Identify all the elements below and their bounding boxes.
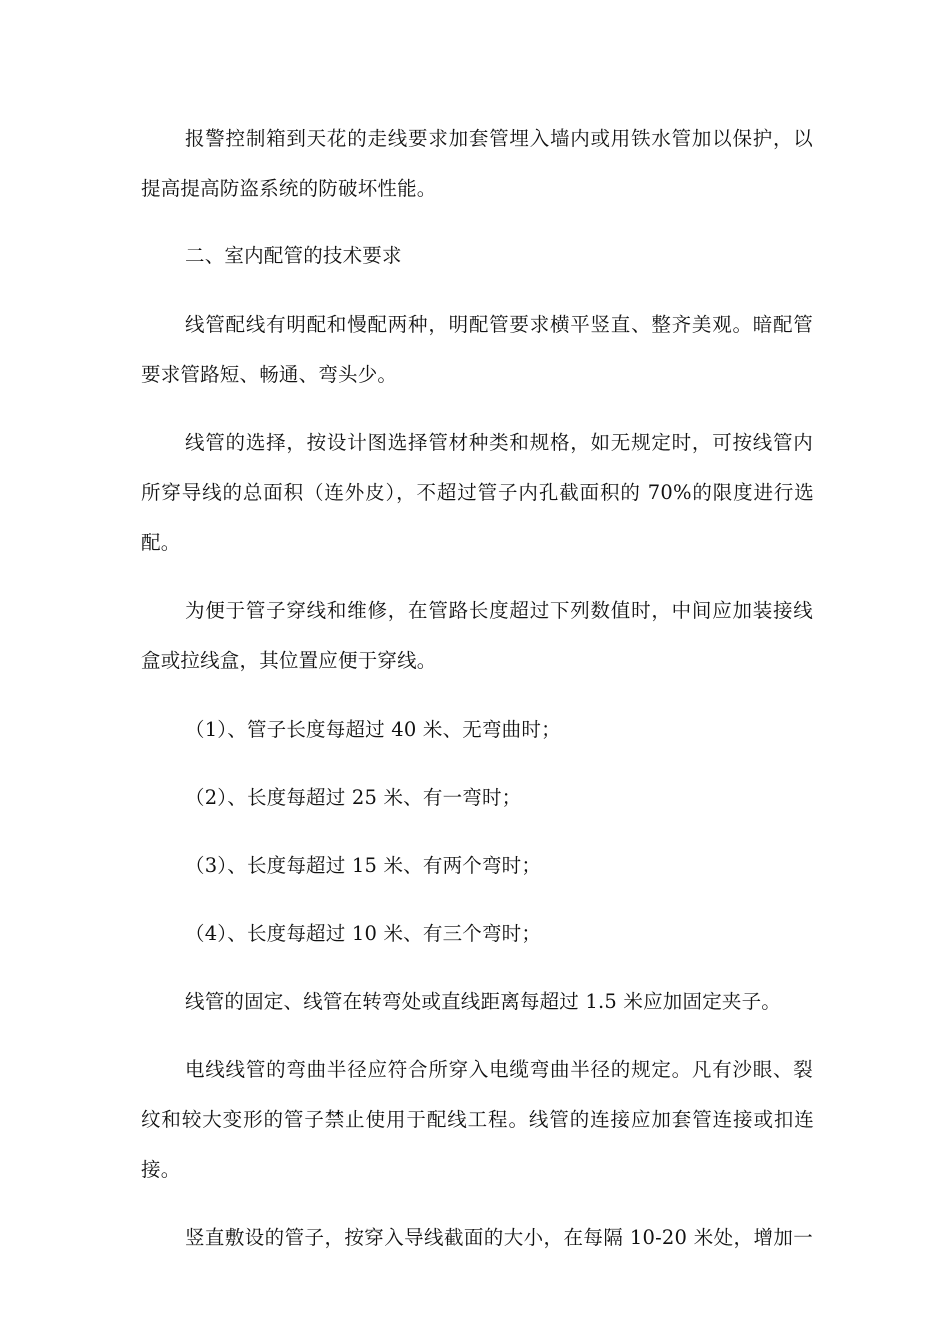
paragraph-line: 线管配线有明配和慢配两种，明配管要求横平竖直、整齐美观。暗配管: [185, 313, 813, 336]
paragraph-line: 线管的固定、线管在转弯处或直线距离每超过 1.5 米应加固定夹子。: [185, 990, 782, 1013]
paragraph-line: 提高提高防盗系统的防破坏性能。: [141, 177, 437, 200]
paragraph-line: 接。: [141, 1158, 181, 1181]
list-item: （1）、管子长度每超过 40 米、无弯曲时；: [185, 718, 561, 741]
paragraph-line: 要求管路短、畅通、弯头少。: [141, 363, 398, 386]
paragraph-line: 盒或拉线盒，其位置应便于穿线。: [141, 649, 437, 672]
paragraph-line: 为便于管子穿线和维修，在管路长度超过下列数值时，中间应加装接线: [185, 599, 813, 622]
section-heading: 二、室内配管的技术要求: [185, 244, 402, 267]
paragraph-line: 纹和较大变形的管子禁止使用于配线工程。线管的连接应加套管连接或扣连: [141, 1108, 814, 1131]
list-item: （4）、长度每超过 10 米、有三个弯时；: [185, 922, 542, 945]
paragraph-line: 线管的选择，按设计图选择管材种类和规格，如无规定时，可按线管内: [185, 431, 813, 454]
paragraph-line: 配。: [141, 531, 181, 554]
paragraph-line: 报警控制箱到天花的走线要求加套管埋入墙内或用铁水管加以保护，以: [185, 127, 813, 150]
paragraph-line: 电线线管的弯曲半径应符合所穿入电缆弯曲半径的规定。凡有沙眼、裂: [185, 1058, 813, 1081]
list-item: （3）、长度每超过 15 米、有两个弯时；: [185, 854, 542, 877]
paragraph-line: 竖直敷设的管子，按穿入导线截面的大小，在每隔 10-20 米处，增加一: [185, 1226, 813, 1249]
list-item: （2）、长度每超过 25 米、有一弯时；: [185, 786, 522, 809]
paragraph-line: 所穿导线的总面积（连外皮），不超过管子内孔截面积的 70%的限度进行选: [141, 481, 814, 504]
